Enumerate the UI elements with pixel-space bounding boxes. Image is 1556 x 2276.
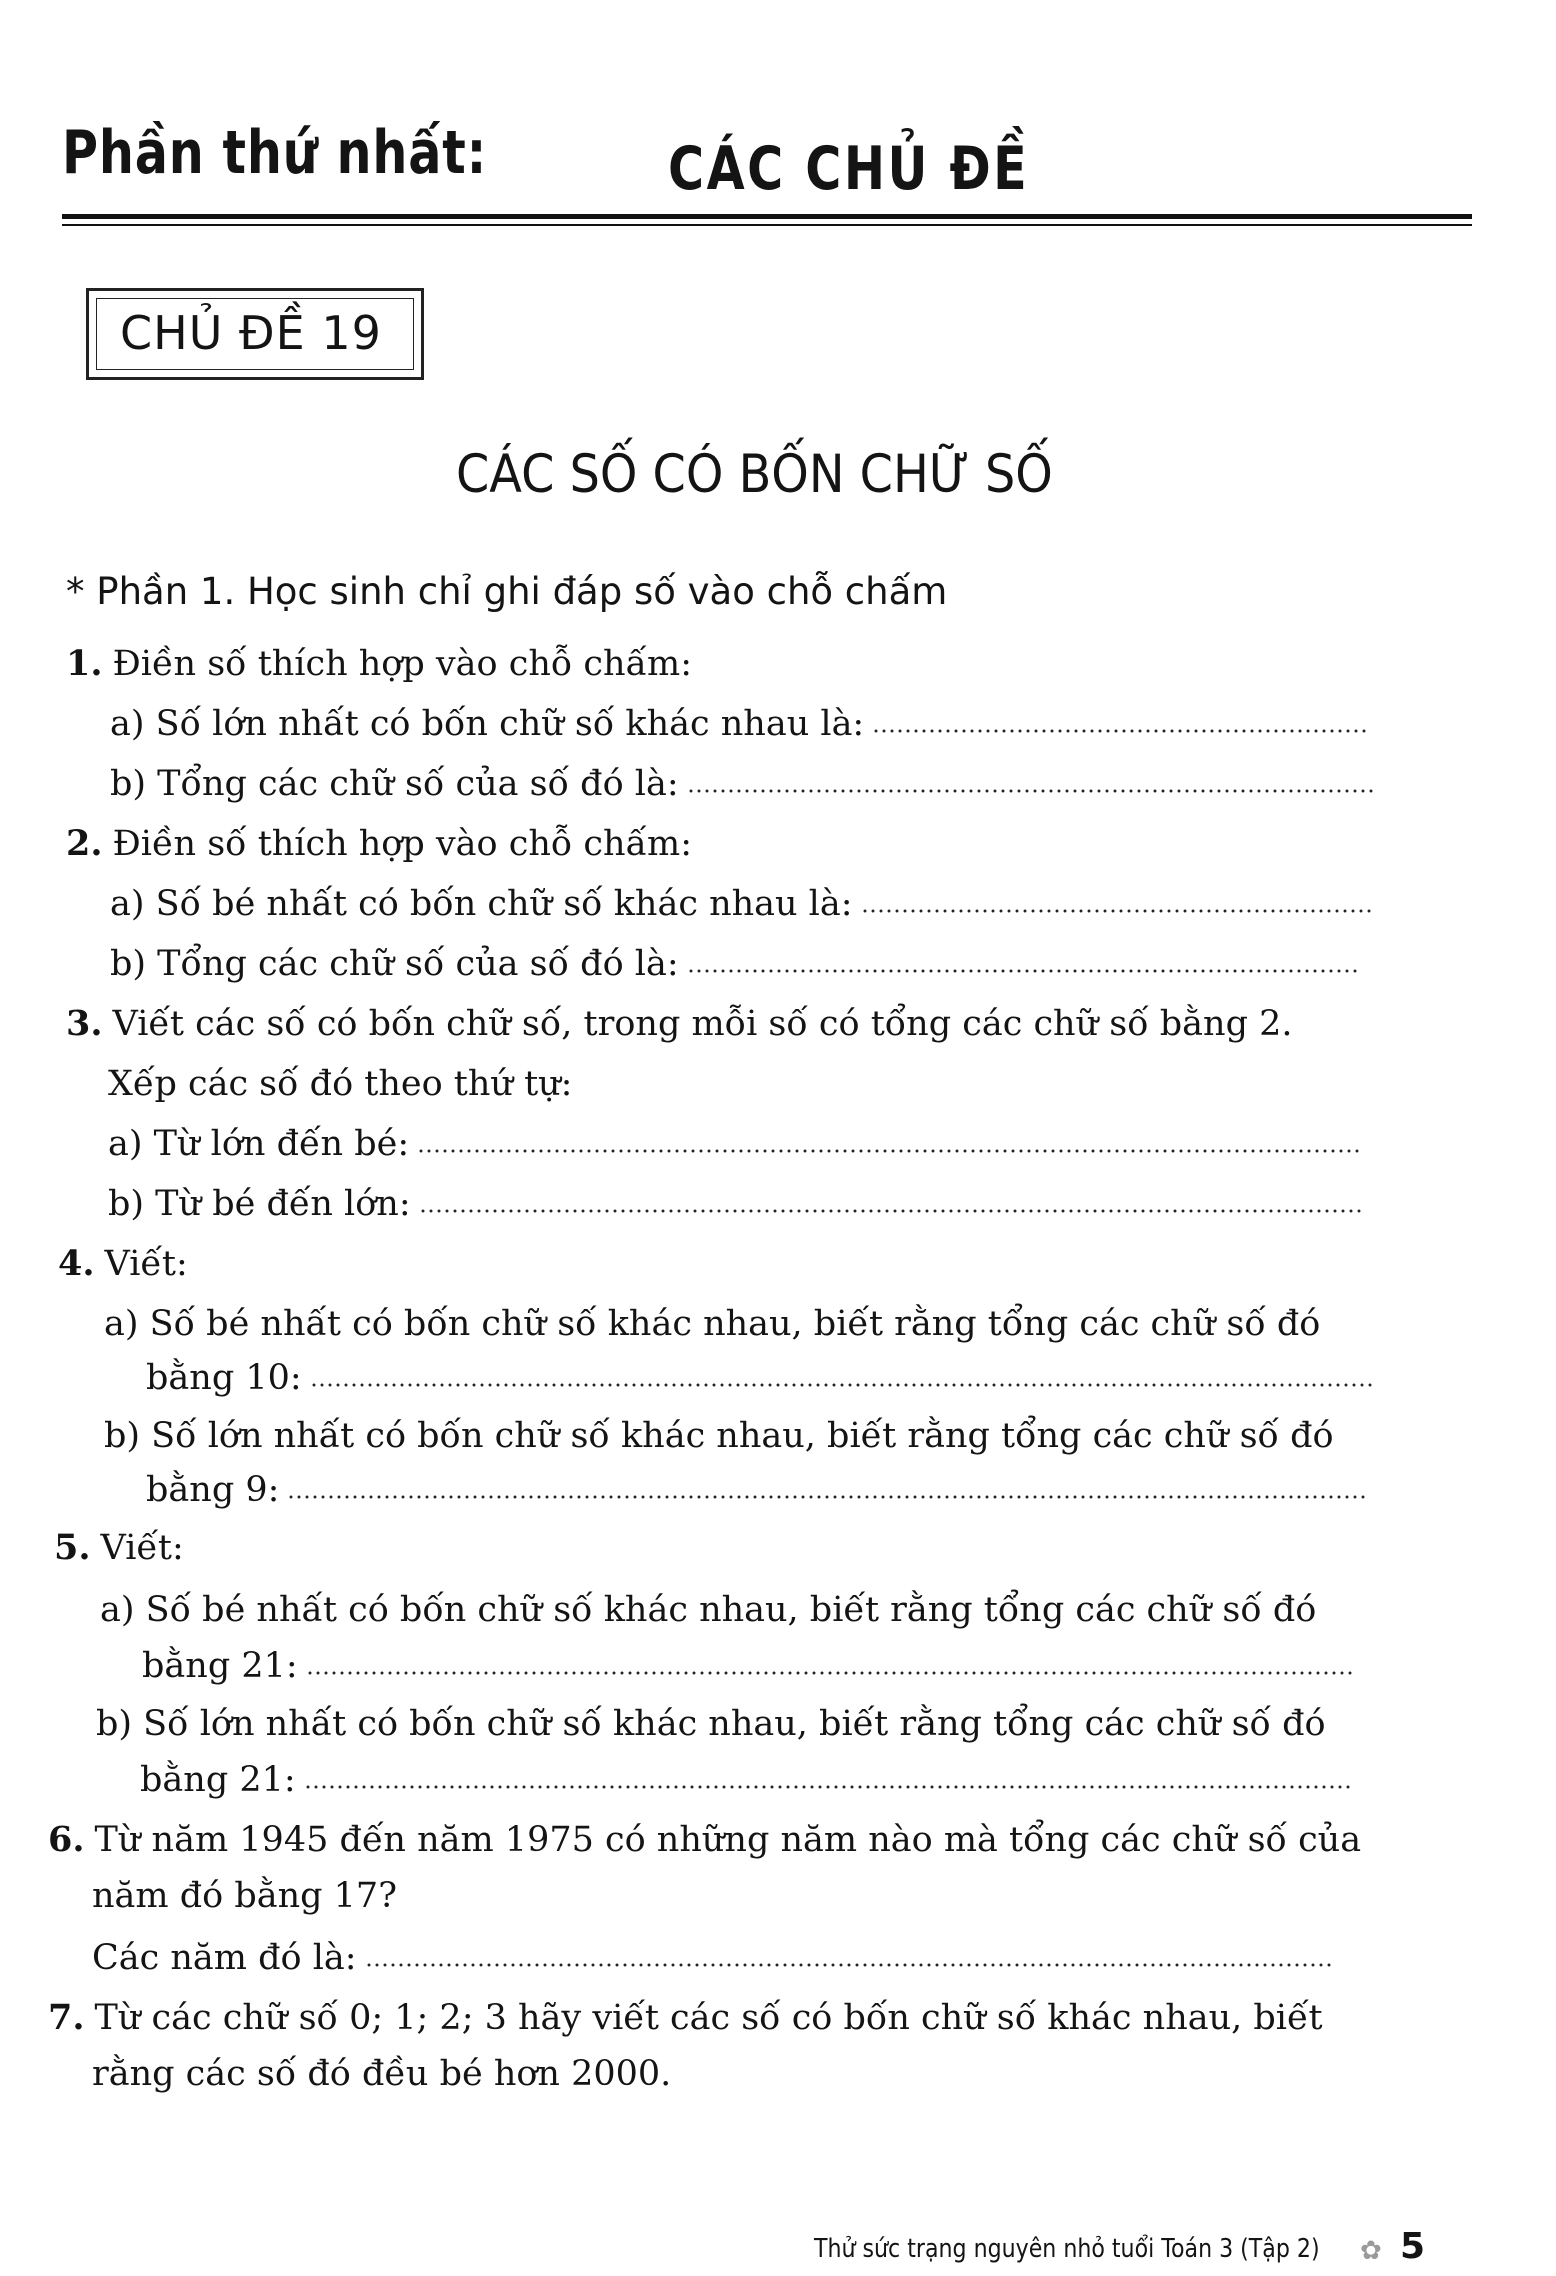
exercise-2-text: Điền số thích hợp vào chỗ chấm: <box>112 824 692 864</box>
exercise-5b-line1 <box>96 1702 1326 1746</box>
exercise-3b <box>108 1182 1363 1226</box>
part-subtitle: CÁC CHỦ ĐỀ <box>668 134 1030 204</box>
exercise-5a-text: a) Số bé nhất có bốn chữ số khác nhau, biết rằng tổng các chữ số đó <box>100 1590 1317 1630</box>
exercise-4b-line2 <box>146 1468 1367 1512</box>
exercise-7-line1 <box>48 1996 1323 2040</box>
exercise-4a-text: a) Số bé nhất có bốn chữ số khác nhau, biết rằng tổng các chữ số đó <box>104 1304 1321 1344</box>
exercise-4a-line2 <box>146 1356 1374 1400</box>
header-rule-thick <box>62 214 1472 219</box>
answer-blank-4b[interactable] <box>287 1493 1367 1501</box>
exercise-4-text: Viết: <box>104 1244 188 1284</box>
exercise-3-sub <box>108 1062 572 1106</box>
chapter-title: CÁC SỐ CÓ BỐN CHỮ SỐ <box>456 444 1053 505</box>
exercise-3b-text: b) Từ bé đến lớn: <box>108 1184 411 1224</box>
exercise-3-text: Viết các số có bốn chữ số, trong mỗi số có tổng các chữ số bằng 2. <box>112 1004 1293 1044</box>
exercise-5a-line1 <box>100 1588 1316 1632</box>
exercise-4b-text: b) Số lớn nhất có bốn chữ số khác nhau, biết rằng tổng các chữ số đó <box>104 1416 1334 1456</box>
exercise-6-line2 <box>92 1874 397 1918</box>
exercise-6-answer <box>92 1936 1333 1980</box>
page-number: 5 <box>1400 2226 1426 2267</box>
exercise-6-number: 6. <box>48 1819 85 1860</box>
exercise-6-text: Từ năm 1945 đến năm 1975 có những năm nào mà tổng các chữ số của <box>94 1820 1362 1860</box>
exercise-1a-text: a) Số lớn nhất có bốn chữ số khác nhau là: <box>110 704 865 744</box>
exercise-7-text-cont: rằng các số đó đều bé hơn 2000. <box>92 2054 672 2094</box>
exercise-5a-label: bằng 21: <box>142 1646 298 1686</box>
exercise-5-number: 5. <box>54 1527 91 1568</box>
exercise-7-text: Từ các chữ số 0; 1; 2; 3 hãy viết các số có bốn chữ số khác nhau, biết <box>94 1998 1323 2038</box>
part-title: Phần thứ nhất: <box>62 118 488 188</box>
answer-blank-1a[interactable] <box>872 727 1368 735</box>
exercise-2 <box>66 822 692 866</box>
exercise-3 <box>66 1002 1293 1046</box>
exercise-5b-line2 <box>140 1758 1352 1802</box>
topic-label: CHỦ ĐỀ 19 <box>120 306 382 360</box>
answer-blank-2a[interactable] <box>861 907 1373 915</box>
exercise-3-sub-text: Xếp các số đó theo thứ tự: <box>108 1064 573 1104</box>
exercise-4 <box>58 1242 188 1286</box>
exercise-2a <box>110 882 1373 926</box>
answer-blank-4a[interactable] <box>310 1381 1374 1389</box>
exercise-4-number: 4. <box>58 1243 95 1284</box>
exercise-2b <box>110 942 1359 986</box>
answer-blank-2b[interactable] <box>687 967 1359 975</box>
answer-blank-6[interactable] <box>365 1961 1333 1969</box>
exercise-3a <box>108 1122 1361 1166</box>
header-rule-thin <box>62 224 1472 226</box>
exercise-3-number: 3. <box>66 1003 103 1044</box>
answer-blank-5b[interactable] <box>304 1783 1352 1791</box>
footer-ornament-icon: ✿ <box>1360 2236 1382 2266</box>
exercise-1b-text: b) Tổng các chữ số của số đó là: <box>110 764 679 804</box>
exercise-7-line2 <box>92 2052 671 2096</box>
exercise-4b-label: bằng 9: <box>146 1470 280 1510</box>
answer-blank-3a[interactable] <box>417 1147 1361 1155</box>
exercise-1-number: 1. <box>66 643 103 684</box>
exercise-4a-label: bằng 10: <box>146 1358 302 1398</box>
answer-blank-1b[interactable] <box>687 787 1375 795</box>
exercise-6-answer-label: Các năm đó là: <box>92 1938 357 1978</box>
exercise-5b-text: b) Số lớn nhất có bốn chữ số khác nhau, biết rằng tổng các chữ số đó <box>96 1704 1326 1744</box>
exercise-4b-line1 <box>104 1414 1334 1458</box>
exercise-6-line1 <box>48 1818 1361 1862</box>
exercise-5b-label: bằng 21: <box>140 1760 296 1800</box>
exercise-2b-text: b) Tổng các chữ số của số đó là: <box>110 944 679 984</box>
section-heading: * Phần 1. Học sinh chỉ ghi đáp số vào chỗ chấm <box>66 570 948 613</box>
exercise-5 <box>54 1526 184 1570</box>
footer-book-title: Thử sức trạng nguyên nhỏ tuổi Toán 3 (Tập 2) <box>814 2234 1320 2264</box>
answer-blank-5a[interactable] <box>306 1669 1354 1677</box>
exercise-1b <box>110 762 1375 806</box>
exercise-7-number: 7. <box>48 1997 85 2038</box>
exercise-3a-text: a) Từ lớn đến bé: <box>108 1124 410 1164</box>
exercise-5-text: Viết: <box>100 1528 184 1568</box>
exercise-4a-line1 <box>104 1302 1320 1346</box>
exercise-1-text: Điền số thích hợp vào chỗ chấm: <box>112 644 692 684</box>
exercise-1a <box>110 702 1368 746</box>
exercise-2-number: 2. <box>66 823 103 864</box>
exercise-5a-line2 <box>142 1644 1354 1688</box>
exercise-6-text-cont: năm đó bằng 17? <box>92 1876 397 1916</box>
exercise-2a-text: a) Số bé nhất có bốn chữ số khác nhau là: <box>110 884 853 924</box>
answer-blank-3b[interactable] <box>419 1207 1363 1215</box>
exercise-1 <box>66 642 692 686</box>
